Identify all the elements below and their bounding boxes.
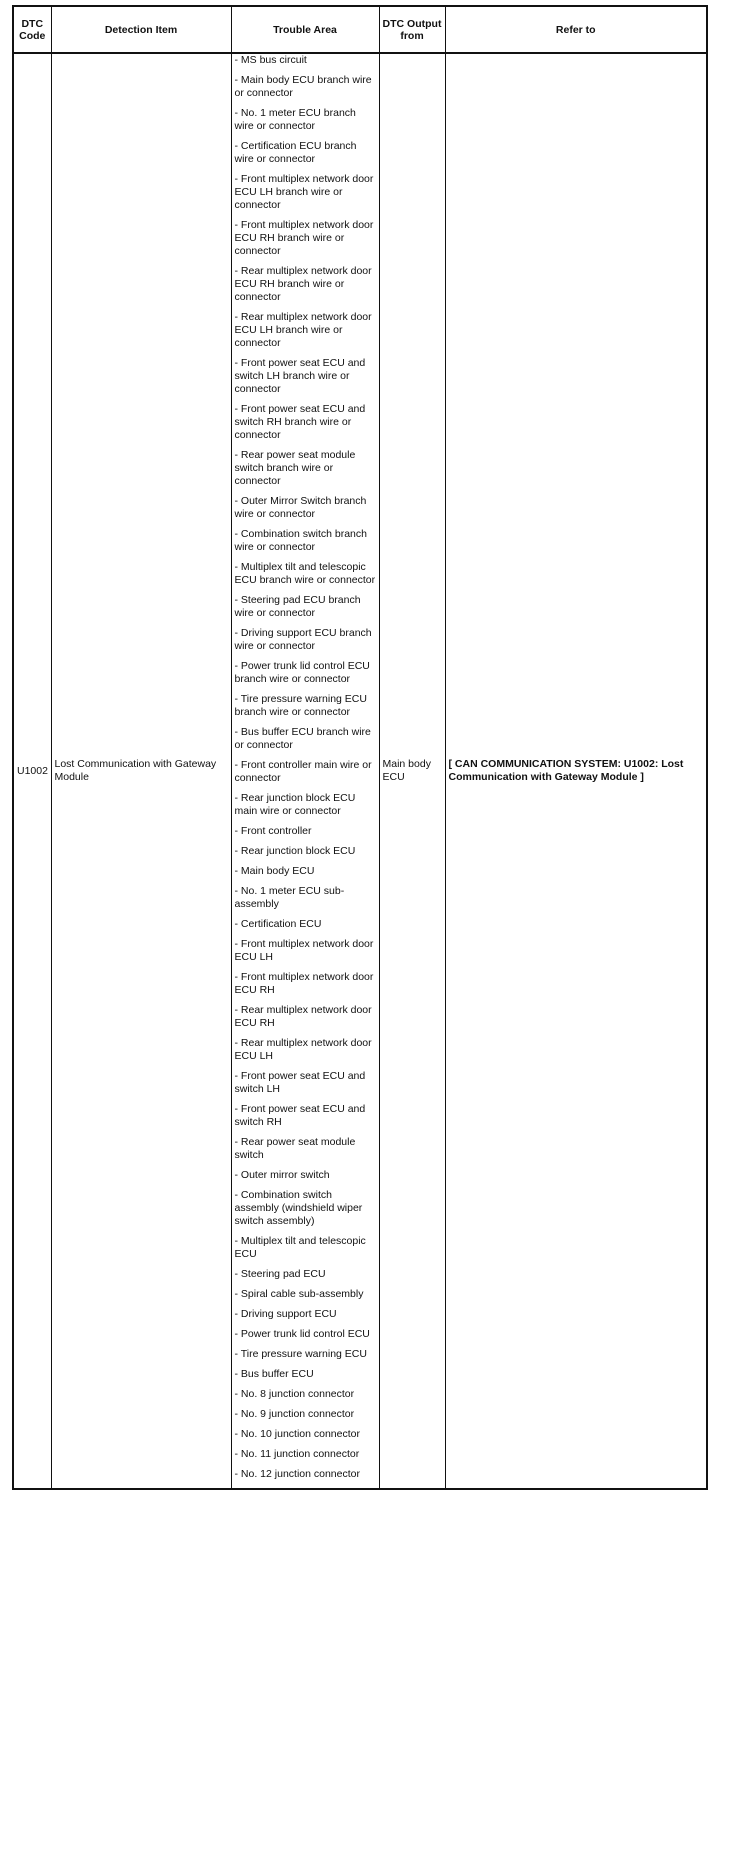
trouble-area-item: - No. 1 meter ECU branch wire or connector xyxy=(234,107,356,132)
trouble-area-item: - Driving support ECU xyxy=(234,1308,337,1320)
trouble-area-item: - Outer mirror switch xyxy=(234,1169,330,1181)
trouble-area-item: - Rear power seat module switch branch wire or connector xyxy=(234,449,356,487)
dtc-table xyxy=(12,5,708,1490)
trouble-area-item: - Main body ECU branch wire or connector xyxy=(234,74,372,99)
trouble-area-item: - Front power seat ECU and switch RH branch wire or connector xyxy=(234,403,366,441)
dtc-code-cell xyxy=(13,53,51,1489)
trouble-area-item: - Steering pad ECU xyxy=(234,1268,326,1280)
trouble-area-item: - Bus buffer ECU xyxy=(234,1368,314,1380)
trouble-area-item: - Rear junction block ECU main wire or connector xyxy=(234,792,356,817)
trouble-area-item: - Front multiplex network door ECU RH branch wire or connector xyxy=(234,219,374,257)
trouble-area-item: - Rear junction block ECU xyxy=(234,845,356,857)
trouble-area-item: - Tire pressure warning ECU branch wire or connector xyxy=(234,693,367,718)
trouble-area-item: - Multiplex tilt and telescopic ECU branch wire or connector xyxy=(234,561,376,586)
trouble-area-item: - Power trunk lid control ECU branch wire or connector xyxy=(234,660,370,685)
trouble-area-item: - Rear multiplex network door ECU LH branch wire or connector xyxy=(234,311,372,349)
header-trouble-area xyxy=(231,6,379,53)
trouble-area-item: - MS bus circuit xyxy=(234,54,307,66)
dtc-code-value: U1002 xyxy=(17,764,48,777)
header-dtc-code xyxy=(13,6,51,53)
trouble-area-item: - Certification ECU xyxy=(234,918,322,930)
trouble-area-item: - Front multiplex network door ECU RH xyxy=(234,971,374,996)
header-detection-item-label: Detection Item xyxy=(104,23,178,36)
detection-item-value: Lost Communication with Gateway Module xyxy=(54,758,217,783)
trouble-area-item: - Driving support ECU branch wire or connector xyxy=(234,627,372,652)
trouble-area-item: - Combination switch branch wire or connector xyxy=(234,528,367,553)
table-header xyxy=(13,6,707,53)
header-dtc-output-label: DTC Output from xyxy=(382,17,442,42)
trouble-area-item: - Spiral cable sub-assembly xyxy=(234,1288,364,1300)
trouble-area-item: - Rear multiplex network door ECU RH xyxy=(234,1004,372,1029)
trouble-area-item: - Outer Mirror Switch branch wire or connector xyxy=(234,495,367,520)
refer-to-link[interactable]: [ CAN COMMUNICATION SYSTEM: U1002: Lost Communication with Gateway Module ] xyxy=(448,758,684,783)
trouble-area-item: - No. 11 junction connector xyxy=(234,1448,360,1460)
header-refer-to xyxy=(445,6,707,53)
table-row xyxy=(13,53,707,1489)
trouble-area-item: - No. 12 junction connector xyxy=(234,1468,360,1480)
header-row xyxy=(13,6,707,53)
detection-item-cell xyxy=(51,53,231,1489)
trouble-area-item: - Rear multiplex network door ECU LH xyxy=(234,1037,372,1062)
trouble-area-cell xyxy=(231,53,379,1489)
trouble-area-item: - No. 1 meter ECU sub-assembly xyxy=(234,885,345,910)
trouble-area-item: - Steering pad ECU branch wire or connector xyxy=(234,594,361,619)
trouble-area-item: - Bus buffer ECU branch wire or connector xyxy=(234,726,371,751)
trouble-area-item: - Front power seat ECU and switch LH branch wire or connector xyxy=(234,357,366,395)
trouble-area-item: - Front power seat ECU and switch RH xyxy=(234,1103,366,1128)
trouble-area-item: - Main body ECU xyxy=(234,865,315,877)
trouble-area-item: - Front multiplex network door ECU LH branch wire or connector xyxy=(234,173,374,211)
trouble-area-item: - Front controller main wire or connector xyxy=(234,759,372,784)
trouble-area-item: - Rear power seat module switch xyxy=(234,1136,356,1161)
trouble-area-item: - Certification ECU branch wire or connector xyxy=(234,140,357,165)
trouble-area-item: - Front controller xyxy=(234,825,312,837)
trouble-area-item: - Tire pressure warning ECU xyxy=(234,1348,367,1360)
trouble-area-item: - Combination switch assembly (windshield wiper switch assembly) xyxy=(234,1189,363,1227)
trouble-area-item: - Front multiplex network door ECU LH xyxy=(234,938,374,963)
trouble-area-item: - No. 8 junction connector xyxy=(234,1388,355,1400)
trouble-area-list xyxy=(232,54,379,1481)
header-dtc-output xyxy=(379,6,445,53)
trouble-area-item: - Power trunk lid control ECU xyxy=(234,1328,370,1340)
dtc-output-cell xyxy=(379,53,445,1489)
header-detection-item xyxy=(51,6,231,53)
table-body xyxy=(13,53,707,1489)
trouble-area-item: - Rear multiplex network door ECU RH branch wire or connector xyxy=(234,265,372,303)
header-refer-to-label: Refer to xyxy=(555,23,596,36)
header-trouble-area-label: Trouble Area xyxy=(273,23,337,36)
trouble-area-item: - Front power seat ECU and switch LH xyxy=(234,1070,366,1095)
dtc-output-value: Main body ECU xyxy=(382,758,431,783)
refer-to-cell xyxy=(445,53,707,1489)
trouble-area-item: - No. 10 junction connector xyxy=(234,1428,360,1440)
trouble-area-item: - No. 9 junction connector xyxy=(234,1408,355,1420)
trouble-area-item: - Multiplex tilt and telescopic ECU xyxy=(234,1235,366,1260)
header-dtc-code-label: DTC Code xyxy=(19,17,46,42)
